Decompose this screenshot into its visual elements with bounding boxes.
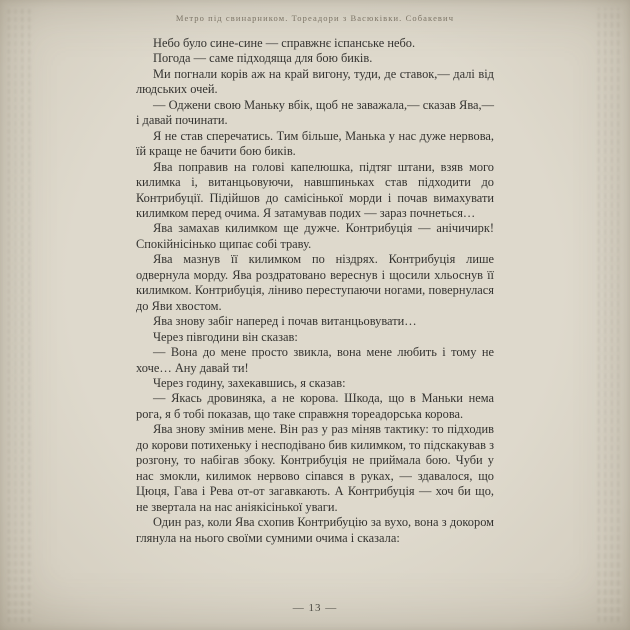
page-showthrough-left-decoration xyxy=(8,8,32,622)
paragraph: Ява замахав килимком ще дужче. Контрибуція — анічичирк! Спокійнісінько щипає собі траву. xyxy=(136,221,494,251)
page-text xyxy=(136,36,494,546)
paragraph: — Оджени свою Маньку вбік, щоб не заважала,— сказав Ява,— і давай починати. xyxy=(136,97,494,128)
paragraph: Ява мазнув її килимком по ніздрях. Контрибуція лише одвернула морду. Ява роздратовано вереснув і щосили хльоснув її килимком. Контрибуція, ліниво переступаючи ногами, повернулася до Яви хвостом. xyxy=(136,252,494,313)
paragraph: Ми погнали корів аж на край вигону, туди, де ставок,— далі від людських очей. xyxy=(136,66,494,97)
paragraph: Погода — саме підходяща для бою биків. xyxy=(153,51,373,66)
paragraph: Ява поправив на голові капелюшка, підтяг штани, взяв мого килимка і, витанцьовуючи, навшпиньках став підходити до Контрибуції. Підійшов до самісінької морди і почав вимахувати килимком перед очима. Я затамував подих — зараз почнеться… xyxy=(136,159,494,220)
paragraph: Ява знову забіг наперед і почав витанцьовувати… xyxy=(153,314,417,329)
paragraph: Один раз, коли Ява схопив Контрибуцію за вухо, вона з докором глянула на нього своїми сумними очима і сказала: xyxy=(136,515,494,545)
paragraph: Небо було сине-сине — справжнє іспанське небо. xyxy=(153,36,416,50)
paragraph: — Вона до мене просто звикла, вона мене любить і тому не хоче… Ану давай ти! xyxy=(136,345,494,375)
paragraph: Через годину, захекавшись, я сказав: xyxy=(153,375,346,390)
page-showthrough-right-decoration xyxy=(598,8,622,622)
paragraph: Я не став сперечатись. Тим більше, Манька у нас дуже нервова, їй краще не бачити бою биків. xyxy=(136,128,494,159)
running-header: Метро під свинарником. Тореадори з Васюківки. Собакевич xyxy=(175,13,455,23)
paragraph: Ява знову змінив мене. Він раз у раз міняв тактику: то підходив до корови потихеньку і несподівано бив килимком, то підскакував з розгону, то набігав збоку. Контрибуція не приймала бою. Чуби у нас змокли, килимок нервово сіпався в руках, — здавалося, що Цюця, Гава і Рева от-от загавкають. А Контрибуція — хоч би що, не звертала на нас аніякісінької уваги. xyxy=(136,422,494,514)
paragraph: Через півгодини він сказав: xyxy=(153,329,298,344)
paragraph: — Якась дровиняка, а не корова. Шкода, що в Маньки нема рога, я б тобі показав, що таке справжня тореадорська корова. xyxy=(136,391,494,421)
page-number: — 13 — xyxy=(292,602,338,614)
